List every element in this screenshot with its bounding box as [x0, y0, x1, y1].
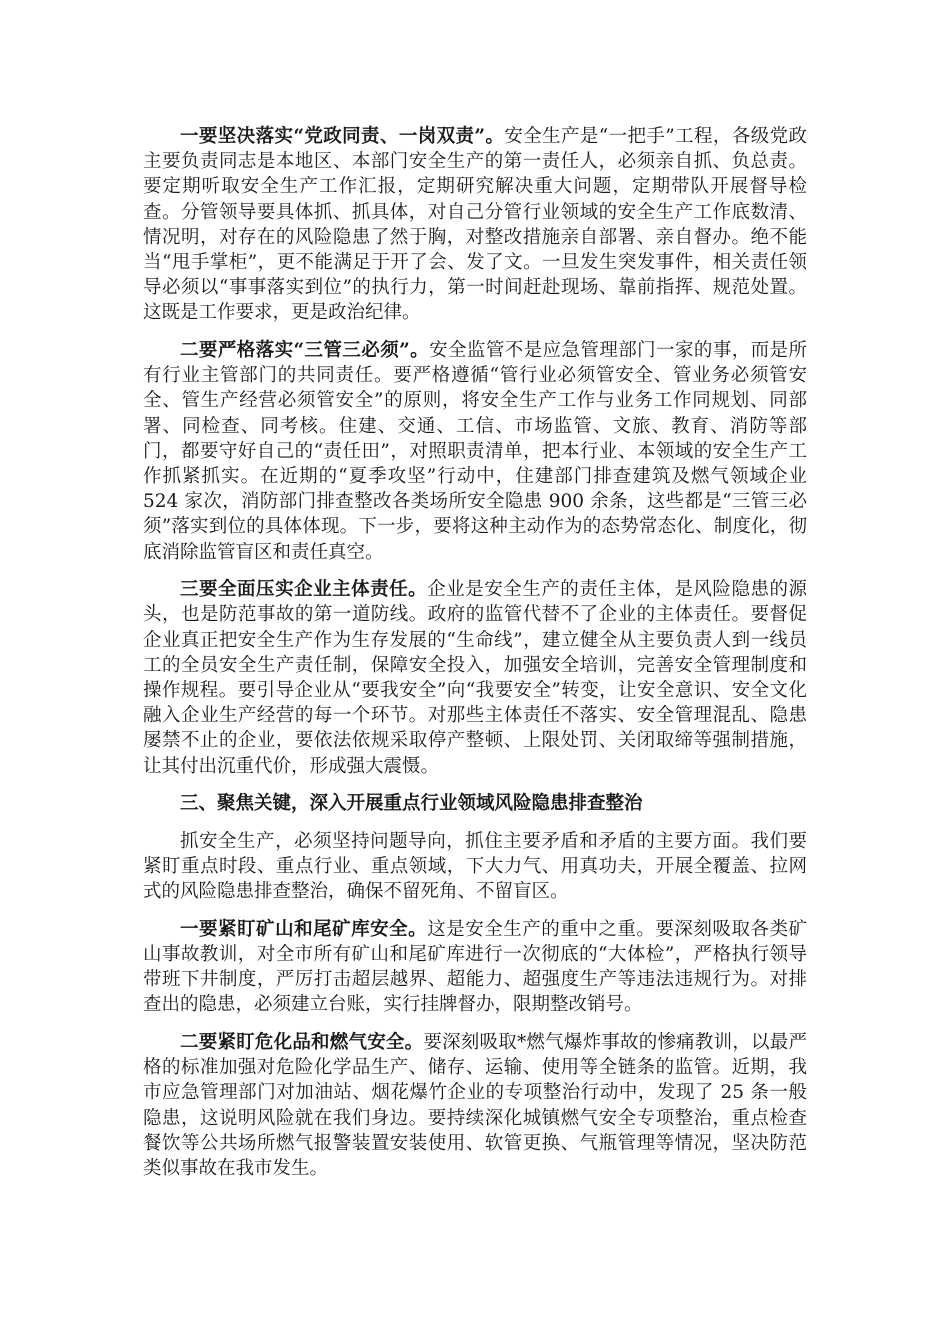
paragraph-lead: 二要紧盯危化品和燃气安全。	[180, 1032, 424, 1054]
paragraph-lead: 一要紧盯矿山和尾矿库安全。	[180, 918, 428, 940]
paragraph-text: 安全生产是“一把手”工程，各级党政主要负责同志是本地区、本部门安全生产的第一责任人，必须亲自抓、负总责。要定期听取安全生产工作汇报，定期研究解决重大问题，定期带队开展督导检查。分管领导要具体抓、抓具体，对自己分管行业领域的安全生产工作底数清、情况明，对存在的风险隐患了然于胸，对整改措施亲自部署、亲自督办。绝不能当“甩手掌柜”，更不能满足于开了会、发了文。一旦发生突发事件，相关责任领导必须以“事事落实到位”的执行力，第一时间赶赴现场、靠前指挥、规范处置。这既是工作要求，更是政治纪律。	[143, 126, 807, 324]
paragraph-text: 企业是安全生产的责任主体，是风险隐患的源头，也是防范事故的第一道防线。政府的监管代替不了企业的主体责任。要督促企业真正把安全生产作为生存发展的“生命线”，建立健全从主要负责人到一线员工的全员安全生产责任制，保障安全投入，加强安全培训，完善安全管理制度和操作规程。要引导企业从“要我安全”向“我要安全”转变，让安全意识、安全文化融入企业生产经营的每一个环节。对那些主体责任不落实、安全管理混乱、隐患屡禁不止的企业，要依法依规采取停产整顿、上限处罚、关闭取缔等强制措施，让其付出沉重代价，形成强大震慑。	[143, 579, 807, 777]
paragraph-lead: 一要坚决落实“党政同责、一岗双责”。	[180, 126, 505, 147]
paragraph-hazardous-chemicals	[143, 1030, 807, 1181]
paragraph-party-responsibility	[143, 124, 807, 326]
paragraph-lead: 二要严格落实“三管三必须”。	[180, 340, 430, 362]
paragraph-lead: 三要全面压实企业主体责任。	[180, 579, 428, 601]
paragraph-text: 这是安全生产的重中之重。要深刻吸取各类矿山事故教训，对全市所有矿山和尾矿库进行一次彻底的“大体检”，严格执行领导带班下井制度，严厉打击超层越界、超能力、超强度生产等违法违规行为。对排查出的隐患，必须建立台账，实行挂牌督办，限期整改销号。	[143, 918, 807, 1016]
paragraph-text: 安全监管不是应急管理部门一家的事，而是所有行业主管部门的共同责任。要严格遵循“管行业必须管安全、管业务必须管安全、管生产经营必须管安全”的原则，将安全生产工作与业务工作同规划、同部署、同检查、同考核。住建、交通、工信、市场监管、文旅、教育、消防等部门，都要守好自己的“责任田”，对照职责清单，把本行业、本领域的安全生产工作抓紧抓实。在近期的“夏季攻坚”行动中，住建部门排查建筑及燃气领域企业 524 家次，消防部门排查整改各类场所安全隐患 900 余条，这些都是“三管三必须”落实到位的具体体现。下一步，要将这种主动作为的态势常态化、制度化，彻底消除监管盲区和责任真空。	[143, 340, 807, 563]
document-body	[143, 124, 807, 1194]
paragraph-mines	[143, 917, 807, 1018]
paragraph-enterprise-responsibility	[143, 577, 807, 779]
section-heading: 三、聚焦关键，深入开展重点行业领域风险隐患排查整治	[180, 793, 643, 815]
paragraph-three-musts	[143, 338, 807, 565]
section-intro: 抓安全生产，必须坚持问题导向，抓住主要矛盾和矛盾的主要方面。我们要紧盯重点时段、重点行业、重点领域，下大力气、用真功夫，开展全覆盖、拉网式的风险隐患排查整治，确保不留死角、不留盲区。	[143, 830, 807, 903]
paragraph-text: 要深刻吸取*燃气爆炸事故的惨痛教训，以最严格的标准加强对危险化学品生产、储存、运输、使用等全链条的监管。近期，我市应急管理部门对加油站、烟花爆竹企业的专项整治行动中，发现了 25 条一般隐患，这说明风险就在我们身边。要持续深化城镇燃气安全专项整治，重点检查餐饮等公共场所燃气报警装置安装使用、软管更换、气瓶管理等情况，坚决防范类似事故在我市发生。	[143, 1032, 807, 1180]
